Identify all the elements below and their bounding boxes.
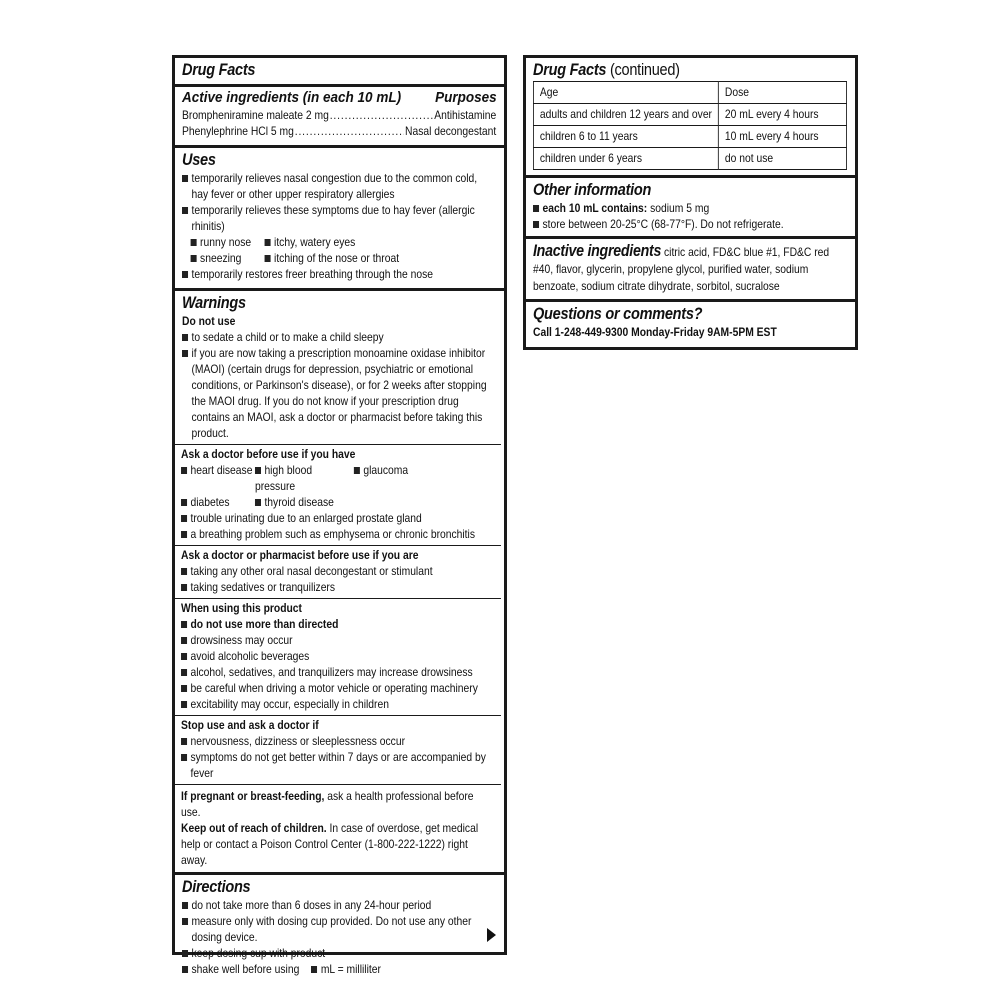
list-item: be careful when driving a motor vehicle or operating machinery: [181, 680, 495, 696]
bullet-icon: [182, 966, 188, 973]
stop-use-heading: Stop use and ask a doctor if: [181, 718, 319, 732]
bullet-icon: [181, 701, 187, 708]
bullet-icon: [182, 207, 188, 214]
bullet-icon: [181, 515, 187, 522]
ingredient-row: Phenylephrine HCl 5 mg ..... Nasal decongestant: [182, 123, 496, 139]
list-item: store between 20-25°C (68-77°F). Do not refrigerate.: [533, 216, 847, 232]
ask-doctor-heading: Ask a doctor before use if you have: [181, 447, 356, 461]
bullet-icon: [181, 754, 187, 761]
list-item: symptoms do not get better within 7 days or are accompanied by fever: [181, 749, 495, 781]
bullet-icon: [182, 950, 188, 957]
inactive-ingredients-text: citric acid, FD&C blue #1, FD&C red #40, flavor, glycerin, propylene glycol, purified water, sodium benzoate, sodium citrate dihydrate, sorbitol, sucralose: [533, 245, 830, 293]
bullet-icon: [191, 239, 197, 246]
list-item: trouble urinating due to an enlarged prostate gland: [181, 510, 495, 526]
questions-heading: Questions or comments?: [533, 305, 703, 323]
list-item: alcohol, sedatives, and tranquilizers may increase drowsiness: [181, 664, 495, 680]
list-item: to sedate a child or to make a child sleepy: [182, 329, 496, 345]
drug-facts-header: [175, 58, 504, 87]
questions-phone: Call 1-248-449-9300 Monday-Friday 9AM-5PM EST: [533, 325, 777, 339]
bullet-icon: [181, 467, 187, 474]
bullet-icon: [182, 271, 188, 278]
list-item: drowsiness may occur: [181, 632, 495, 648]
bullet-icon: [191, 255, 197, 262]
drug-facts-panel: [172, 55, 507, 976]
directions-section: [175, 875, 504, 981]
list-item: keep dosing cup with product: [182, 945, 496, 961]
when-using-heading: When using this product: [181, 601, 302, 615]
bullet-icon: [181, 738, 187, 745]
warnings-heading: Warnings: [182, 294, 246, 312]
list-item: temporarily restores freer breathing through the nose: [182, 266, 496, 282]
questions-section: [526, 302, 855, 344]
bullet-icon: [181, 685, 187, 692]
list-item: shake well before using mL = milliliter: [182, 961, 496, 977]
table-row: children under 6 years do not use: [533, 148, 846, 170]
list-item: a breathing problem such as emphysema or chronic bronchitis: [181, 526, 495, 542]
bullet-icon: [181, 531, 187, 538]
other-information-section: [526, 178, 855, 239]
purposes-heading: Purposes: [435, 89, 497, 106]
ingredient-row: Brompheniramine maleate 2 mg ..... Antihistamine: [182, 107, 496, 123]
bullet-icon: [181, 584, 187, 591]
list-item: do not take more than 6 doses in any 24-hour period: [182, 897, 496, 913]
drug-facts-continued-panel: [523, 55, 858, 350]
bullet-icon: [182, 175, 188, 182]
bullet-icon: [181, 637, 187, 644]
list-item: temporarily relieves these symptoms due to hay fever (allergic rhinitis): [182, 202, 496, 234]
bullet-icon: [182, 350, 188, 357]
bullet-icon: [182, 918, 188, 925]
bullet-icon: [265, 239, 271, 246]
bullet-icon: [181, 621, 187, 628]
drug-facts-title: Drug Facts: [182, 61, 256, 79]
other-information-heading: Other information: [533, 181, 652, 199]
list-item: avoid alcoholic beverages: [181, 648, 495, 664]
dosage-table: [533, 81, 847, 170]
list-item: do not use more than directed: [181, 616, 495, 632]
symptoms-grid: runny nose itchy, watery eyes sneezing itching of the nose or throat: [182, 234, 496, 266]
uses-heading: Uses: [182, 151, 216, 169]
inactive-ingredients-heading: Inactive ingredients: [533, 242, 662, 260]
bullet-icon: [182, 902, 188, 909]
ask-pharmacist-heading: Ask a doctor or pharmacist before use if you are: [181, 548, 419, 562]
list-item: taking sedatives or tranquilizers: [181, 579, 495, 595]
bullet-icon: [181, 499, 187, 506]
active-ingredients-heading: Active ingredients (in each 10 mL): [182, 89, 402, 106]
bullet-icon: [181, 669, 187, 676]
table-row: children 6 to 11 years 10 mL every 4 hours: [533, 126, 846, 148]
list-item: each 10 mL contains: sodium 5 mg: [533, 200, 847, 216]
bullet-icon: [182, 334, 188, 341]
bullet-icon: [354, 467, 360, 474]
conditions-grid: heart disease high blood pressure glaucoma diabetes thyroid disease: [181, 462, 495, 510]
dosage-section: [526, 58, 855, 178]
bullet-icon: [181, 653, 187, 660]
list-item: temporarily relieves nasal congestion due to the common cold, hay fever or other upper respiratory allergies: [182, 170, 496, 202]
continue-arrow-icon: [487, 928, 496, 942]
bullet-icon: [255, 467, 261, 474]
do-not-use-heading: Do not use: [182, 314, 236, 328]
list-item: taking any other oral nasal decongestant or stimulant: [181, 563, 495, 579]
inactive-ingredients-section: [526, 239, 855, 302]
bullet-icon: [533, 205, 539, 212]
bullet-icon: [533, 221, 539, 228]
bullet-icon: [181, 568, 187, 575]
drug-facts-continued-title: Drug Facts (continued): [533, 61, 680, 79]
list-item: if you are now taking a prescription monoamine oxidase inhibitor (MAOI) (certain drugs for depression, psychiatric or emotional conditions, or Parkinson's disease), or for 2 weeks after stopping the MAOI drug. If you do not know if your prescription drug contains an MAOI, ask a doctor or pharmacist before taking this product.: [182, 345, 496, 441]
table-row: Age Dose: [533, 82, 846, 104]
list-item: nervousness, dizziness or sleeplessness occur: [181, 733, 495, 749]
bullet-icon: [265, 255, 271, 262]
table-row: adults and children 12 years and over 20 mL every 4 hours: [533, 104, 846, 126]
pregnancy-warning: If pregnant or breast-feeding, ask a health professional before use.: [181, 789, 474, 819]
list-item: excitability may occur, especially in children: [181, 696, 495, 712]
list-item: measure only with dosing cup provided. Do not use any other dosing device.: [182, 913, 496, 945]
bullet-icon: [255, 499, 261, 506]
active-ingredients-section: [175, 87, 504, 148]
uses-section: [175, 148, 504, 291]
bullet-icon: [311, 966, 317, 973]
warnings-section: [175, 291, 504, 875]
directions-heading: Directions: [182, 878, 251, 896]
keep-out-of-reach: Keep out of reach of children. In case of overdose, get medical help or contact a Poison Control Center (1-800-222-1222) right away.: [181, 821, 479, 867]
